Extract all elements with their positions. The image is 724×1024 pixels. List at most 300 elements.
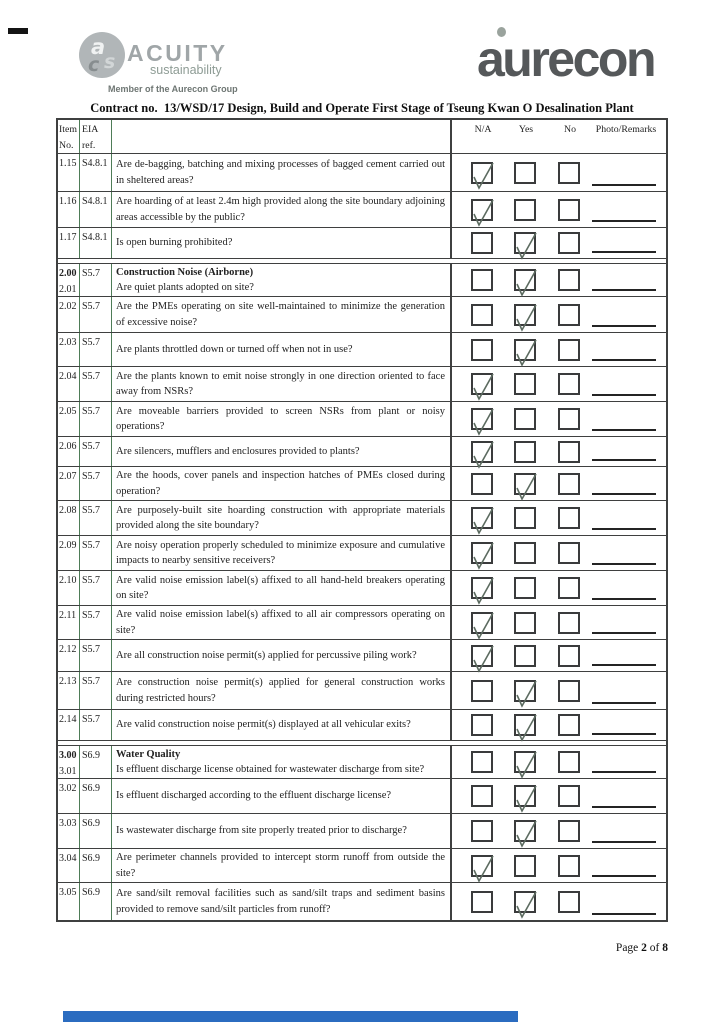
table-row — [58, 710, 666, 741]
question-cell — [112, 501, 452, 535]
scan-artifact-mark — [8, 28, 28, 34]
question-text: Are the plants known to emit noise strongly in one direction oriented to face away from NSRs? — [116, 370, 445, 397]
checkbox-na[interactable] — [471, 232, 493, 254]
eia-ref-cell — [80, 536, 112, 570]
question-cell — [112, 849, 452, 882]
item-no: 3.02 — [59, 783, 77, 794]
item-no-cell — [58, 849, 80, 882]
eia-ref-cell — [80, 501, 112, 535]
header-remarks: Photo/Remarks — [595, 124, 657, 135]
item-no: 2.03 — [59, 337, 77, 348]
answer-cell — [452, 814, 666, 848]
checkbox-na[interactable] — [471, 612, 493, 634]
checkbox-yes[interactable] — [514, 751, 536, 773]
checkbox-na[interactable] — [471, 199, 493, 221]
item-no-cell — [58, 264, 80, 296]
svg-text:c: c — [88, 54, 100, 76]
table-row — [58, 779, 666, 814]
checkbox-yes[interactable] — [514, 891, 536, 913]
item-no: 1.15 — [59, 158, 77, 169]
question-text: Are the PMEs operating on site well-maintained to minimize the generation of excessive noise? — [116, 301, 445, 328]
checkbox-no[interactable] — [558, 162, 580, 184]
item-no: 2.10 — [59, 575, 77, 586]
section-item-no: 2.00 — [59, 268, 77, 279]
checkbox-na[interactable] — [471, 751, 493, 773]
checkbox-no[interactable] — [558, 441, 580, 463]
check-mark-icon — [513, 713, 539, 739]
question-cell — [112, 746, 452, 778]
checkbox-yes[interactable] — [514, 820, 536, 842]
question-text: Are quiet plants adopted on site? — [116, 282, 254, 293]
checkbox-no[interactable] — [558, 820, 580, 842]
question-text: Are sand/silt removal facilities such as sand/silt traps and sediment basins provided to remove sand/silt particles from runoff? — [116, 888, 445, 915]
remarks-line — [592, 899, 656, 915]
answer-cell — [452, 672, 666, 709]
checkbox-yes[interactable] — [514, 162, 536, 184]
header-yes: Yes — [518, 124, 534, 135]
answer-cell — [452, 571, 666, 605]
remarks-line — [592, 415, 656, 431]
remarks-line — [592, 311, 656, 327]
eia-ref: S6.9 — [82, 818, 101, 829]
eia-ref: S6.9 — [82, 853, 101, 864]
checkbox-na[interactable] — [471, 441, 493, 463]
eia-ref-cell — [80, 333, 112, 366]
checkbox-na[interactable] — [471, 269, 493, 291]
checkbox-yes[interactable] — [514, 269, 536, 291]
item-no: 2.06 — [59, 441, 77, 452]
checkbox-na[interactable] — [471, 162, 493, 184]
checkbox-no[interactable] — [558, 473, 580, 495]
question-text: Is effluent discharged according to the effluent discharge license? — [116, 790, 392, 802]
eia-ref: S5.7 — [82, 610, 101, 621]
answer-cell — [452, 501, 666, 535]
checkbox-yes[interactable] — [514, 373, 536, 395]
table-row — [58, 745, 666, 779]
item-no: 2.02 — [59, 301, 77, 312]
table-row — [58, 263, 666, 297]
check-mark-icon — [513, 679, 539, 705]
header-answer-columns — [452, 120, 666, 153]
item-no: 1.17 — [59, 232, 77, 243]
checkbox-na[interactable] — [471, 645, 493, 667]
answer-cell — [452, 849, 666, 882]
question-cell — [112, 297, 452, 332]
eia-ref-cell — [80, 814, 112, 848]
acuity-logo-name: ACUITY — [127, 40, 228, 66]
check-mark-icon — [470, 644, 496, 670]
answer-cell — [452, 467, 666, 500]
check-mark-icon — [470, 372, 496, 398]
check-mark-icon — [513, 784, 539, 810]
question-cell — [112, 154, 452, 191]
answer-cell — [452, 640, 666, 671]
page-number: Page 2 of 8 — [615, 942, 668, 954]
item-no-cell — [58, 467, 80, 500]
eia-ref: S4.8.1 — [82, 196, 108, 207]
item-no-cell — [58, 814, 80, 848]
checkbox-na[interactable] — [471, 542, 493, 564]
item-no: 2.07 — [59, 471, 77, 482]
remarks-line — [592, 206, 656, 222]
header-question-column — [112, 120, 452, 153]
table-row — [58, 883, 666, 920]
eia-ref-cell — [80, 192, 112, 227]
remarks-line — [592, 237, 656, 253]
question-cell — [112, 437, 452, 466]
checkbox-yes[interactable] — [514, 507, 536, 529]
acuity-emblem-icon — [78, 31, 126, 79]
eia-ref: S5.7 — [82, 301, 101, 312]
table-row — [58, 606, 666, 640]
table-header-row — [58, 120, 666, 154]
checkbox-yes[interactable] — [514, 339, 536, 361]
item-no: 3.03 — [59, 818, 77, 829]
table-row — [58, 501, 666, 536]
question-text: Is wastewater discharge from site properly treated prior to discharge? — [116, 825, 407, 837]
check-mark-icon — [470, 161, 496, 187]
item-no-cell — [58, 297, 80, 332]
eia-ref-cell — [80, 849, 112, 882]
checkbox-no[interactable] — [558, 577, 580, 599]
eia-ref-cell — [80, 640, 112, 671]
checkbox-na[interactable] — [471, 507, 493, 529]
remarks-line — [592, 861, 656, 877]
question-cell — [112, 710, 452, 740]
question-cell — [112, 402, 452, 436]
checkbox-no[interactable] — [558, 408, 580, 430]
check-mark-icon — [513, 750, 539, 776]
remarks-line — [592, 584, 656, 600]
checkbox-yes[interactable] — [514, 645, 536, 667]
checkbox-na[interactable] — [471, 304, 493, 326]
eia-ref: S5.7 — [82, 676, 101, 687]
item-no-cell — [58, 192, 80, 227]
checkbox-yes[interactable] — [514, 304, 536, 326]
remarks-line — [592, 618, 656, 634]
remarks-line — [592, 757, 656, 773]
checkbox-yes[interactable] — [514, 441, 536, 463]
item-no: 3.05 — [59, 887, 77, 898]
item-no-cell — [58, 333, 80, 366]
question-text: Are valid construction noise permit(s) displayed at all vehicular exits? — [116, 719, 411, 731]
item-no-cell — [58, 437, 80, 466]
item-no-cell — [58, 710, 80, 740]
check-mark-icon — [513, 472, 539, 498]
item-no: 2.14 — [59, 714, 77, 725]
eia-ref-cell — [80, 437, 112, 466]
answer-cell — [452, 192, 666, 227]
table-row — [58, 192, 666, 228]
check-mark-icon — [513, 890, 539, 916]
answer-cell — [452, 536, 666, 570]
check-mark-icon — [513, 819, 539, 845]
checkbox-yes[interactable] — [514, 408, 536, 430]
eia-ref: S6.9 — [82, 783, 101, 794]
svg-text:a: a — [91, 35, 106, 59]
aurecon-logo-text: aurecon — [477, 31, 655, 87]
check-mark-icon — [470, 407, 496, 433]
item-no-cell — [58, 501, 80, 535]
checkbox-yes[interactable] — [514, 785, 536, 807]
item-no: 2.01 — [59, 283, 77, 295]
item-no: 1.16 — [59, 196, 77, 207]
table-row — [58, 571, 666, 606]
question-cell — [112, 192, 452, 227]
remarks-line — [592, 827, 656, 843]
eia-ref: S4.8.1 — [82, 232, 108, 243]
checkbox-yes[interactable] — [514, 577, 536, 599]
checkbox-no[interactable] — [558, 612, 580, 634]
table-row — [58, 640, 666, 672]
item-no: 3.01 — [59, 765, 77, 777]
eia-ref-cell — [80, 402, 112, 436]
section-item-no: 3.00 — [59, 750, 77, 761]
checkbox-no[interactable] — [558, 855, 580, 877]
eia-ref-cell — [80, 154, 112, 191]
item-no-cell — [58, 746, 80, 778]
question-text: Are hoarding of at least 2.4m high provided along the site boundary adjoining areas accessible by the public? — [116, 196, 445, 223]
eia-ref-cell — [80, 779, 112, 813]
check-mark-icon — [470, 541, 496, 567]
question-text: Are perimeter channels provided to intercept storm runoff from outside the site? — [116, 852, 445, 879]
checkbox-na[interactable] — [471, 373, 493, 395]
eia-ref: S5.7 — [82, 540, 101, 551]
checkbox-no[interactable] — [558, 304, 580, 326]
item-no-cell — [58, 779, 80, 813]
checkbox-no[interactable] — [558, 680, 580, 702]
check-mark-icon — [513, 268, 539, 294]
question-text: Is effluent discharge license obtained for wastewater discharge from site? — [116, 764, 425, 775]
checkbox-no[interactable] — [558, 373, 580, 395]
checkbox-na[interactable] — [471, 473, 493, 495]
table-row — [58, 333, 666, 367]
checkbox-na[interactable] — [471, 891, 493, 913]
question-cell — [112, 467, 452, 500]
question-text: Are moveable barriers provided to screen NSRs from plant or noisy operations? — [116, 405, 445, 432]
checkbox-na[interactable] — [471, 339, 493, 361]
answer-cell — [452, 710, 666, 740]
eia-ref-cell — [80, 467, 112, 500]
item-no: 2.08 — [59, 505, 77, 516]
question-text: Are the hoods, cover panels and inspection hatches of PMEs closed during operation? — [116, 470, 445, 497]
eia-ref: S6.9 — [82, 750, 101, 761]
checkbox-na[interactable] — [471, 714, 493, 736]
checkbox-no[interactable] — [558, 232, 580, 254]
question-cell — [112, 883, 452, 920]
question-cell — [112, 779, 452, 813]
question-text: Is open burning prohibited? — [116, 237, 233, 249]
checkbox-na[interactable] — [471, 680, 493, 702]
eia-ref: S5.7 — [82, 714, 101, 725]
eia-ref: S5.7 — [82, 268, 101, 279]
checkbox-yes[interactable] — [514, 473, 536, 495]
checkbox-no[interactable] — [558, 891, 580, 913]
checkbox-no[interactable] — [558, 785, 580, 807]
item-no-cell — [58, 606, 80, 639]
eia-ref: S5.7 — [82, 505, 101, 516]
item-no: 2.04 — [59, 371, 77, 382]
answer-cell — [452, 437, 666, 466]
table-row — [58, 672, 666, 710]
eia-ref: S5.7 — [82, 406, 101, 417]
checkbox-yes[interactable] — [514, 612, 536, 634]
remarks-line — [592, 792, 656, 808]
item-no-cell — [58, 571, 80, 605]
check-mark-icon — [470, 506, 496, 532]
item-no-cell — [58, 536, 80, 570]
remarks-line — [592, 275, 656, 291]
check-mark-icon — [513, 303, 539, 329]
eia-ref-cell — [80, 746, 112, 778]
table-row — [58, 154, 666, 192]
eia-ref-cell — [80, 297, 112, 332]
table-row — [58, 536, 666, 571]
aurecon-logo — [477, 31, 672, 90]
eia-ref-cell — [80, 606, 112, 639]
checkbox-no[interactable] — [558, 645, 580, 667]
eia-ref-cell — [80, 571, 112, 605]
checkbox-yes[interactable] — [514, 714, 536, 736]
checkbox-yes[interactable] — [514, 232, 536, 254]
question-cell — [112, 571, 452, 605]
remarks-line — [592, 345, 656, 361]
check-mark-icon — [470, 611, 496, 637]
table-row — [58, 402, 666, 437]
remarks-line — [592, 380, 656, 396]
answer-cell — [452, 228, 666, 258]
question-text: Are silencers, mufflers and enclosures provided to plants? — [116, 445, 360, 457]
item-no: 2.09 — [59, 540, 77, 551]
remarks-line — [592, 514, 656, 530]
answer-cell — [452, 333, 666, 366]
table-row — [58, 297, 666, 333]
item-no-cell — [58, 883, 80, 920]
answer-cell — [452, 779, 666, 813]
answer-cell — [452, 264, 666, 296]
question-cell — [112, 367, 452, 401]
item-no-cell — [58, 367, 80, 401]
item-no: 2.11 — [59, 610, 77, 621]
check-mark-icon — [470, 576, 496, 602]
answer-cell — [452, 154, 666, 191]
check-mark-icon — [513, 338, 539, 364]
table-row — [58, 228, 666, 259]
check-mark-icon — [470, 440, 496, 466]
item-no-cell — [58, 402, 80, 436]
eia-ref-cell — [80, 367, 112, 401]
eia-ref: S5.7 — [82, 441, 101, 452]
checkbox-na[interactable] — [471, 855, 493, 877]
acuity-logo — [78, 30, 308, 100]
item-no: 2.13 — [59, 676, 77, 687]
header-no: No — [564, 124, 576, 135]
answer-cell — [452, 297, 666, 332]
eia-ref-cell — [80, 672, 112, 709]
checkbox-yes[interactable] — [514, 680, 536, 702]
question-cell — [112, 814, 452, 848]
checklist-table — [56, 118, 668, 922]
eia-ref-cell — [80, 710, 112, 740]
remarks-line — [592, 650, 656, 666]
question-cell — [112, 672, 452, 709]
question-cell — [112, 536, 452, 570]
remarks-line — [592, 549, 656, 565]
checkbox-no[interactable] — [558, 507, 580, 529]
header-na: N/A — [474, 124, 492, 135]
question-cell — [112, 640, 452, 671]
checkbox-no[interactable] — [558, 339, 580, 361]
checkbox-yes[interactable] — [514, 855, 536, 877]
acuity-member-line: Member of the Aurecon Group — [108, 84, 238, 94]
question-text: Are all construction noise permit(s) applied for percussive piling work? — [116, 649, 417, 661]
eia-ref-cell — [80, 228, 112, 258]
svg-text:s: s — [104, 51, 116, 73]
table-rows — [58, 154, 666, 920]
answer-cell — [452, 402, 666, 436]
checkbox-yes[interactable] — [514, 542, 536, 564]
answer-cell — [452, 367, 666, 401]
eia-ref: S4.8.1 — [82, 158, 108, 169]
eia-ref: S6.9 — [82, 887, 101, 898]
eia-ref: S5.7 — [82, 644, 101, 655]
item-no-cell — [58, 154, 80, 191]
question-cell — [112, 264, 452, 296]
check-mark-icon — [513, 231, 539, 257]
answer-cell — [452, 606, 666, 639]
check-mark-icon — [470, 854, 496, 880]
table-row — [58, 367, 666, 402]
eia-ref-cell — [80, 264, 112, 296]
checkbox-na[interactable] — [471, 820, 493, 842]
checkbox-no[interactable] — [558, 269, 580, 291]
eia-ref-cell — [80, 883, 112, 920]
item-no: 3.04 — [59, 853, 77, 864]
eia-ref: S5.7 — [82, 471, 101, 482]
question-cell — [112, 606, 452, 639]
question-cell — [112, 333, 452, 366]
question-text: Are valid noise emission label(s) affixed to all hand-held breakers operating on site? — [116, 574, 445, 601]
checkbox-na[interactable] — [471, 577, 493, 599]
eia-ref: S5.7 — [82, 575, 101, 586]
acuity-logo-subtitle: sustainability — [150, 63, 222, 77]
table-row — [58, 467, 666, 501]
answer-cell — [452, 746, 666, 778]
checkbox-no[interactable] — [558, 542, 580, 564]
question-text: Are plants throttled down or turned off when not in use? — [116, 343, 353, 355]
remarks-line — [592, 445, 656, 461]
table-row — [58, 814, 666, 849]
remarks-line — [592, 479, 656, 495]
item-no: 2.05 — [59, 406, 77, 417]
checkbox-no[interactable] — [558, 714, 580, 736]
eia-ref: S5.7 — [82, 337, 101, 348]
section-title: Water Quality — [116, 748, 181, 760]
item-no: 2.12 — [59, 644, 77, 655]
header-eia-ref: EIA ref. — [80, 120, 112, 153]
checkbox-na[interactable] — [471, 785, 493, 807]
checkbox-yes[interactable] — [514, 199, 536, 221]
checkbox-na[interactable] — [471, 408, 493, 430]
question-text: Are noisy operation properly scheduled to minimize exposure and cumulative impacts to nearby sensitive receivers? — [116, 539, 445, 566]
question-text: Are construction noise permit(s) applied for general construction works during restricted hours? — [116, 677, 445, 704]
item-no-cell — [58, 228, 80, 258]
checkbox-no[interactable] — [558, 199, 580, 221]
check-mark-icon — [470, 198, 496, 224]
remarks-line — [592, 719, 656, 735]
checkbox-no[interactable] — [558, 751, 580, 773]
table-row — [58, 849, 666, 883]
